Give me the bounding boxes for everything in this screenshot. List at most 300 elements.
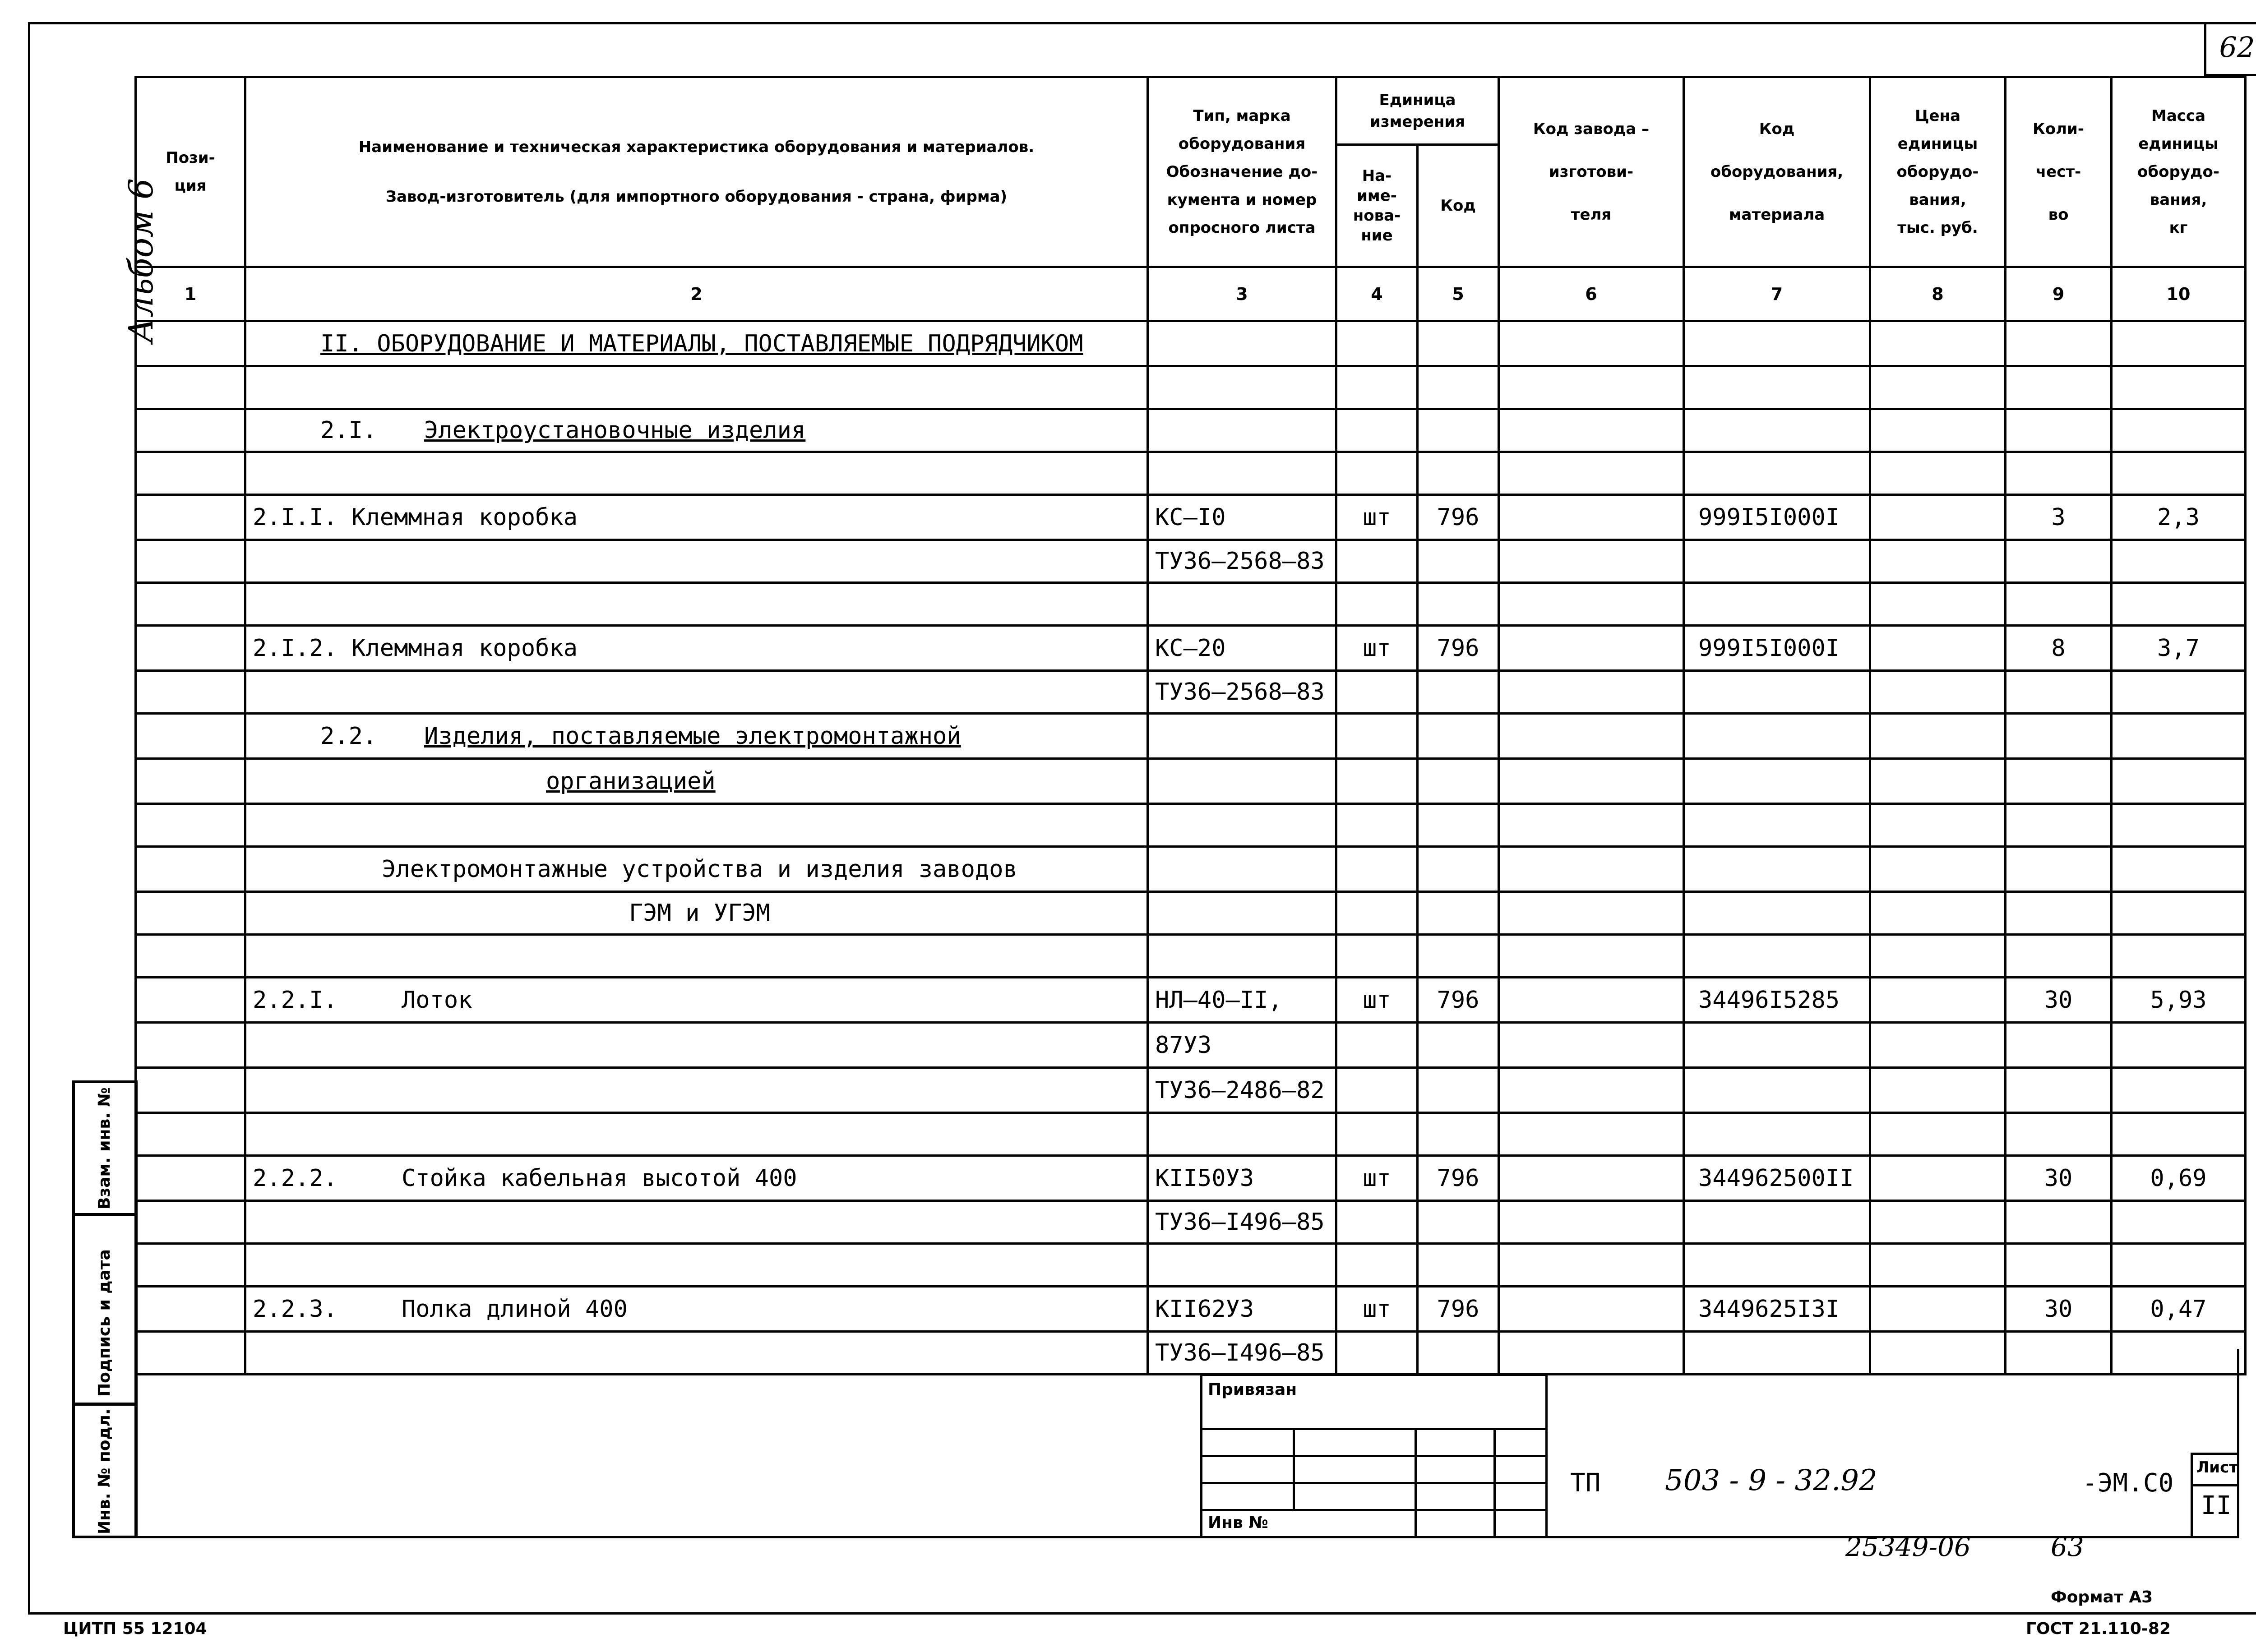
cell-col7 xyxy=(1684,583,1870,626)
cell-col1 xyxy=(136,321,245,366)
stamp-podpis-label: Подпись и дата xyxy=(95,1249,114,1397)
cell-col5 xyxy=(1418,1201,1499,1244)
privyazan-vline1 xyxy=(1293,1428,1295,1509)
cell-col2 xyxy=(245,978,1148,1023)
stamp-inv-label: Инв. № подл. xyxy=(95,1408,114,1534)
cell-col3: 87У3 xyxy=(1148,1023,1336,1068)
table-row xyxy=(136,714,2246,759)
cell-col7 xyxy=(1684,1113,1870,1156)
colnum-3: 3 xyxy=(1148,267,1336,321)
cell-col4 xyxy=(1336,452,1418,495)
table-row xyxy=(136,321,2246,366)
cell-col1 xyxy=(136,366,245,409)
cell-col7 xyxy=(1684,409,1870,452)
cell-col1 xyxy=(136,1244,245,1287)
header-col7-text: Код оборудования, материала xyxy=(1710,120,1844,224)
stamp-inv xyxy=(72,1403,138,1538)
cell-col4 xyxy=(1336,714,1418,759)
cell-col10 xyxy=(2112,1244,2246,1287)
cell-col7 xyxy=(1684,759,1870,804)
cell-col7 xyxy=(1684,452,1870,495)
cell-col6 xyxy=(1499,1244,1684,1287)
cell-col10 xyxy=(2112,935,2246,978)
cell-col10 xyxy=(2112,671,2246,714)
cell-col9 xyxy=(2006,892,2112,935)
cell-col9 xyxy=(2006,1201,2112,1244)
item-number: 2.2.2. xyxy=(253,1164,337,1192)
table-body xyxy=(136,321,2246,1375)
cell-col2 xyxy=(245,1023,1148,1068)
cell-col1 xyxy=(136,495,245,540)
cell-col7: 999I5I000I xyxy=(1684,495,1870,540)
cell-col6 xyxy=(1499,1023,1684,1068)
cell-col10 xyxy=(2112,321,2246,366)
cell-col7 xyxy=(1684,714,1870,759)
cell-col6 xyxy=(1499,1113,1684,1156)
cell-col5 xyxy=(1418,540,1499,583)
cell-col3 xyxy=(1148,804,1336,847)
header-col8 xyxy=(1870,77,2006,267)
colnum-8: 8 xyxy=(1870,267,2006,321)
cell-col3 xyxy=(1148,409,1336,452)
cell-col5 xyxy=(1418,804,1499,847)
cell-col4 xyxy=(1336,671,1418,714)
cell-col6 xyxy=(1499,935,1684,978)
cell-col1 xyxy=(136,583,245,626)
cell-col2 xyxy=(245,321,1148,366)
cell-col8 xyxy=(1870,1023,2006,1068)
cell-col6 xyxy=(1499,1287,1684,1332)
cell-col10 xyxy=(2112,1023,2246,1068)
cell-col9 xyxy=(2006,1244,2112,1287)
cell-col6 xyxy=(1499,321,1684,366)
cell-col3: ТУ36–2568–83 xyxy=(1148,540,1336,583)
gost-label: ГОСТ 21.110-82 xyxy=(2026,1620,2171,1638)
cell-col4: шт xyxy=(1336,495,1418,540)
cell-col1 xyxy=(136,804,245,847)
cell-col3 xyxy=(1148,892,1336,935)
header-col6-text: Код завода – изготови- теля xyxy=(1533,120,1650,224)
cell-col4 xyxy=(1336,366,1418,409)
cell-col6 xyxy=(1499,452,1684,495)
item-name: 2.I.I. Клеммная коробка xyxy=(253,503,578,531)
cell-col3 xyxy=(1148,366,1336,409)
cell-col8 xyxy=(1870,366,2006,409)
privyazan-label: Привязан xyxy=(1208,1380,1297,1399)
colnum-9: 9 xyxy=(2006,267,2112,321)
cell-col9 xyxy=(2006,714,2112,759)
cell-col4 xyxy=(1336,1023,1418,1068)
cell-col9 xyxy=(2006,671,2112,714)
cell-col7: 3449625I3I xyxy=(1684,1287,1870,1332)
table-row xyxy=(136,935,2246,978)
cell-col8 xyxy=(1870,892,2006,935)
cell-col1 xyxy=(136,935,245,978)
item-number: 2.2. xyxy=(320,722,377,750)
cell-col4 xyxy=(1336,409,1418,452)
item-name: Лоток xyxy=(402,986,472,1014)
cell-col3 xyxy=(1148,714,1336,759)
page-number: 63 xyxy=(2051,1532,2084,1562)
cell-col10 xyxy=(2112,1201,2246,1244)
header-col9-text: Коли- чест- во xyxy=(2033,120,2084,224)
cell-col1 xyxy=(136,671,245,714)
cell-col10 xyxy=(2112,1068,2246,1113)
colnum-7: 7 xyxy=(1684,267,1870,321)
cell-col3 xyxy=(1148,1244,1336,1287)
cell-col5 xyxy=(1418,321,1499,366)
cell-col2 xyxy=(245,540,1148,583)
cell-col7 xyxy=(1684,1023,1870,1068)
cell-col7 xyxy=(1684,321,1870,366)
cell-col9 xyxy=(2006,1068,2112,1113)
header-col45-text: Единица измерения xyxy=(1370,91,1465,131)
cell-col10 xyxy=(2112,804,2246,847)
colnum-1: 1 xyxy=(136,267,245,321)
cell-col7: 344962500II xyxy=(1684,1156,1870,1201)
header-col10 xyxy=(2112,77,2246,267)
cell-col1 xyxy=(136,892,245,935)
cell-col2 xyxy=(245,366,1148,409)
cell-col2 xyxy=(245,409,1148,452)
header-col4 xyxy=(1336,145,1418,267)
cell-col10: 0,47 xyxy=(2112,1287,2246,1332)
cell-col2 xyxy=(245,804,1148,847)
cell-col2 xyxy=(245,759,1148,804)
cell-col5: 796 xyxy=(1418,978,1499,1023)
header-col5 xyxy=(1418,145,1499,267)
cell-col1 xyxy=(136,1287,245,1332)
cell-col8 xyxy=(1870,935,2006,978)
cell-col6 xyxy=(1499,583,1684,626)
cell-col8 xyxy=(1870,1244,2006,1287)
cell-col9 xyxy=(2006,452,2112,495)
cell-col6 xyxy=(1499,847,1684,892)
cell-col9 xyxy=(2006,409,2112,452)
cell-col6 xyxy=(1499,540,1684,583)
cell-col1 xyxy=(136,1156,245,1201)
table-row xyxy=(136,583,2246,626)
cell-col10 xyxy=(2112,409,2246,452)
table-row xyxy=(136,1201,2246,1244)
cell-col2 xyxy=(245,583,1148,626)
cell-col9 xyxy=(2006,1023,2112,1068)
cell-col3 xyxy=(1148,452,1336,495)
cell-col4 xyxy=(1336,321,1418,366)
cell-col6 xyxy=(1499,1201,1684,1244)
cell-col9: 30 xyxy=(2006,978,2112,1023)
cell-col4 xyxy=(1336,1201,1418,1244)
cell-col5: 796 xyxy=(1418,1287,1499,1332)
cell-col9: 3 xyxy=(2006,495,2112,540)
doc-suffix: -ЭМ.С0 xyxy=(2082,1468,2174,1498)
table-row xyxy=(136,978,2246,1023)
column-numbers-row xyxy=(136,267,2246,321)
footer-left: ЦИТП 55 12104 xyxy=(63,1620,207,1638)
table-row xyxy=(136,892,2246,935)
cell-col5 xyxy=(1418,366,1499,409)
cell-col3: КII50У3 xyxy=(1148,1156,1336,1201)
cell-col1 xyxy=(136,1113,245,1156)
cell-col2 xyxy=(245,892,1148,935)
cell-col9 xyxy=(2006,583,2112,626)
cell-col3: ТУ36–I496–85 xyxy=(1148,1332,1336,1375)
cell-col8 xyxy=(1870,847,2006,892)
table-row xyxy=(136,1244,2246,1287)
list-label: Лист xyxy=(2196,1458,2238,1477)
cell-col8 xyxy=(1870,495,2006,540)
colnum-2: 2 xyxy=(245,267,1148,321)
cell-col6 xyxy=(1499,714,1684,759)
cell-col7: 34496I5285 xyxy=(1684,978,1870,1023)
cell-col4: шт xyxy=(1336,626,1418,671)
cell-col5 xyxy=(1418,847,1499,892)
item-number: 2.2.I. xyxy=(253,986,337,1014)
item-name: Полка длиной 400 xyxy=(402,1295,628,1323)
cell-col2 xyxy=(245,495,1148,540)
item-name: Электромонтажные устройства и изделия заводов xyxy=(382,855,1017,883)
table-row xyxy=(136,540,2246,583)
privyazan-box xyxy=(1200,1374,1548,1538)
header-col7 xyxy=(1684,77,1870,267)
cell-col4 xyxy=(1336,1244,1418,1287)
cell-col10 xyxy=(2112,366,2246,409)
header-col3-text: Тип, марка оборудования Обозначение до- кумента и номер опросного листа xyxy=(1166,107,1318,237)
doc-number: 503 - 9 - 32.92 xyxy=(1665,1464,1877,1497)
cell-col1 xyxy=(136,452,245,495)
cell-col8 xyxy=(1870,626,2006,671)
header-col10-text: Масса единицы оборудо- вания, кг xyxy=(2137,107,2219,237)
cell-col1 xyxy=(136,626,245,671)
cell-col4 xyxy=(1336,540,1418,583)
cell-col2 xyxy=(245,626,1148,671)
cell-col1 xyxy=(136,714,245,759)
cell-col2 xyxy=(245,1201,1148,1244)
album-label: Альбом 6 xyxy=(122,178,161,343)
cell-col5 xyxy=(1418,1113,1499,1156)
cell-col6 xyxy=(1499,1068,1684,1113)
cell-col10: 3,7 xyxy=(2112,626,2246,671)
cell-col8 xyxy=(1870,583,2006,626)
cell-col1 xyxy=(136,540,245,583)
item-name: II. ОБОРУДОВАНИЕ И МАТЕРИАЛЫ, ПОСТАВЛЯЕМЫЕ ПОДРЯДЧИКОМ xyxy=(320,330,1083,357)
cell-col8 xyxy=(1870,452,2006,495)
item-number: 2.2.3. xyxy=(253,1295,337,1323)
header-col2 xyxy=(245,77,1148,267)
cell-col6 xyxy=(1499,409,1684,452)
colnum-4: 4 xyxy=(1336,267,1418,321)
cell-col5 xyxy=(1418,935,1499,978)
cell-col5 xyxy=(1418,1068,1499,1113)
colnum-10: 10 xyxy=(2112,267,2246,321)
cell-col6 xyxy=(1499,671,1684,714)
cell-col3: НЛ–40–II, xyxy=(1148,978,1336,1023)
cell-col6 xyxy=(1499,759,1684,804)
stamp-vzam xyxy=(72,1080,138,1216)
cell-col2 xyxy=(245,935,1148,978)
cell-col10 xyxy=(2112,892,2246,935)
list-divider xyxy=(2193,1484,2239,1486)
stamp-vzam-label: Взам. инв. № xyxy=(95,1087,114,1209)
cell-col8 xyxy=(1870,759,2006,804)
cell-col9 xyxy=(2006,321,2112,366)
cell-col4 xyxy=(1336,583,1418,626)
cell-col9 xyxy=(2006,935,2112,978)
cell-col7 xyxy=(1684,847,1870,892)
order-number: 25349-06 xyxy=(1845,1532,1971,1562)
cell-col10 xyxy=(2112,452,2246,495)
cell-col2 xyxy=(245,1068,1148,1113)
cell-col9 xyxy=(2006,804,2112,847)
item-number: 2.I. xyxy=(320,417,377,444)
cell-col9 xyxy=(2006,366,2112,409)
cell-col3 xyxy=(1148,321,1336,366)
cell-col6 xyxy=(1499,892,1684,935)
header-col1 xyxy=(136,77,245,267)
cell-col5 xyxy=(1418,671,1499,714)
cell-col3: ТУ36–I496–85 xyxy=(1148,1201,1336,1244)
table-row xyxy=(136,671,2246,714)
cell-col3 xyxy=(1148,935,1336,978)
cell-col7 xyxy=(1684,804,1870,847)
table-row xyxy=(136,1287,2246,1332)
header-col9 xyxy=(2006,77,2112,267)
cell-col9 xyxy=(2006,759,2112,804)
cell-col1 xyxy=(136,1023,245,1068)
cell-col10: 0,69 xyxy=(2112,1156,2246,1201)
header-row xyxy=(136,77,2246,145)
cell-col3: КС–20 xyxy=(1148,626,1336,671)
colnum-5: 5 xyxy=(1418,267,1499,321)
table-row xyxy=(136,452,2246,495)
privyazan-vline3 xyxy=(1493,1428,1496,1538)
item-name: Электроустановочные изделия xyxy=(424,417,806,444)
header-col5-text: Код xyxy=(1440,197,1476,215)
stamp-podpis xyxy=(72,1214,138,1405)
table-row xyxy=(136,1156,2246,1201)
header-col4-text: На- име- нова- ние xyxy=(1353,167,1401,245)
table-row xyxy=(136,804,2246,847)
cell-col5 xyxy=(1418,409,1499,452)
cell-col5 xyxy=(1418,452,1499,495)
cell-col8 xyxy=(1870,409,2006,452)
header-col8-text: Цена единицы оборудо- вания, тыс. руб. xyxy=(1896,107,1979,237)
table-row xyxy=(136,1113,2246,1156)
cell-col10 xyxy=(2112,759,2246,804)
cell-col7 xyxy=(1684,935,1870,978)
table-row xyxy=(136,759,2246,804)
cell-col5: 796 xyxy=(1418,495,1499,540)
item-name: организацией xyxy=(546,767,716,795)
header-col3 xyxy=(1148,77,1336,267)
cell-col8 xyxy=(1870,978,2006,1023)
list-box xyxy=(2191,1453,2239,1538)
cell-col9: 8 xyxy=(2006,626,2112,671)
cell-col1 xyxy=(136,1201,245,1244)
specification-table xyxy=(134,76,2247,1375)
cell-col3: КС–I0 xyxy=(1148,495,1336,540)
cell-col2 xyxy=(245,714,1148,759)
cell-col6 xyxy=(1499,626,1684,671)
cell-col6 xyxy=(1499,1156,1684,1201)
cell-col9: 30 xyxy=(2006,1156,2112,1201)
colnum-6: 6 xyxy=(1499,267,1684,321)
cell-col7 xyxy=(1684,671,1870,714)
cell-col5 xyxy=(1418,892,1499,935)
cell-col4 xyxy=(1336,804,1418,847)
table-row xyxy=(136,366,2246,409)
table-row xyxy=(136,626,2246,671)
cell-col2 xyxy=(245,1113,1148,1156)
cell-col10 xyxy=(2112,540,2246,583)
list-value: II xyxy=(2201,1491,2232,1520)
header-col1-text: Пози- ция xyxy=(166,149,215,195)
title-block xyxy=(134,1349,2239,1538)
cell-col7 xyxy=(1684,1244,1870,1287)
cell-col2 xyxy=(245,847,1148,892)
cell-col3 xyxy=(1148,759,1336,804)
cell-col7 xyxy=(1684,540,1870,583)
cell-col5 xyxy=(1418,1244,1499,1287)
cell-col8 xyxy=(1870,1156,2006,1201)
cell-col7 xyxy=(1684,366,1870,409)
header-col45 xyxy=(1336,77,1499,145)
table-row xyxy=(136,1068,2246,1113)
cell-col8 xyxy=(1870,1201,2006,1244)
cell-col8 xyxy=(1870,1113,2006,1156)
item-name: Стойка кабельная высотой 400 xyxy=(402,1164,797,1192)
cell-col9 xyxy=(2006,540,2112,583)
table-row xyxy=(136,409,2246,452)
cell-col8 xyxy=(1870,1287,2006,1332)
table-row xyxy=(136,1023,2246,1068)
cell-col8 xyxy=(1870,804,2006,847)
format-label: Формат А3 xyxy=(2051,1588,2153,1606)
cell-col10: 2,3 xyxy=(2112,495,2246,540)
cell-col6 xyxy=(1499,804,1684,847)
cell-col7 xyxy=(1684,1201,1870,1244)
cell-col3 xyxy=(1148,583,1336,626)
cell-col8 xyxy=(1870,1068,2006,1113)
cell-col6 xyxy=(1499,495,1684,540)
cell-col1 xyxy=(136,409,245,452)
cell-col3 xyxy=(1148,847,1336,892)
item-name: Изделия, поставляемые электромонтажной xyxy=(424,722,961,750)
cell-col3: КII62У3 xyxy=(1148,1287,1336,1332)
cell-col2 xyxy=(245,1287,1148,1332)
cell-col1 xyxy=(136,978,245,1023)
cell-col7 xyxy=(1684,892,1870,935)
cell-col4: шт xyxy=(1336,978,1418,1023)
cell-col1 xyxy=(136,847,245,892)
cell-col5: 796 xyxy=(1418,1156,1499,1201)
cell-col4 xyxy=(1336,1113,1418,1156)
cell-col4 xyxy=(1336,759,1418,804)
cell-col2 xyxy=(245,1156,1148,1201)
cell-col10 xyxy=(2112,583,2246,626)
table-row xyxy=(136,847,2246,892)
cell-col6 xyxy=(1499,978,1684,1023)
cell-col8 xyxy=(1870,321,2006,366)
cell-col5 xyxy=(1418,759,1499,804)
item-name: ГЭМ и УГЭМ xyxy=(629,900,771,927)
table-row xyxy=(136,495,2246,540)
cell-col4: шт xyxy=(1336,1287,1418,1332)
cell-col10 xyxy=(2112,1113,2246,1156)
cell-col5 xyxy=(1418,583,1499,626)
doc-prefix: ТП xyxy=(1570,1468,1601,1498)
cell-col2 xyxy=(245,1244,1148,1287)
